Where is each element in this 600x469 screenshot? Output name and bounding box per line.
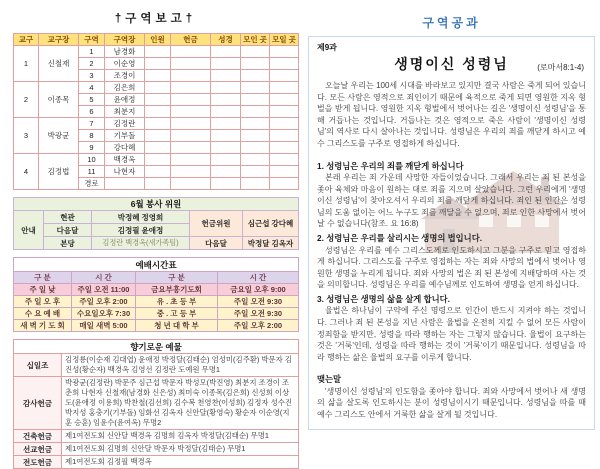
table-cell	[171, 166, 211, 178]
table-row	[14, 354, 299, 377]
table-cell	[145, 130, 171, 142]
table-cell: 예배시간표	[14, 258, 299, 272]
table-cell	[241, 130, 270, 142]
table-cell	[270, 142, 299, 154]
lesson-box	[308, 36, 595, 430]
table-cell	[171, 106, 211, 118]
table-cell: 박광균	[39, 118, 79, 154]
lesson-heading: 맺는말	[317, 374, 342, 385]
lesson-scripture-reference: (로마서8:1-4)	[537, 63, 584, 72]
table-cell: 새 벽 기 도 회	[14, 320, 72, 332]
table-cell	[171, 142, 211, 154]
table-row	[14, 284, 299, 296]
table-cell: 박광균(김정란) 박문주 심근섭 박문자 박성모(박진영) 최분지 조경이 조춘희 나현자 신철재(남경화 신은성) 최미숙 이종목(김은희) 신성희 이상도(윤애정 이용희) 박찬철(김선희) 김수복 천영찬(이성희) 김정자 성수진 박지성 홍충기(기부돌) 임화선 김옥자 신안달(황영숙) 황순자 이순영(지훈 승훈) 임윤수(윤여옥) 무명2	[62, 377, 299, 430]
table-cell: 건축헌금	[14, 430, 62, 443]
table-cell: 현관	[44, 211, 92, 224]
table-cell: 김정란 백경옥(새가족팀)	[92, 237, 190, 250]
table-row	[14, 258, 299, 272]
table-cell	[241, 118, 270, 130]
table-cell	[171, 58, 211, 70]
table-cell	[270, 118, 299, 130]
table-cell	[270, 178, 299, 190]
table-cell: 이종목	[39, 82, 79, 118]
table-row	[14, 34, 299, 46]
table-cell: 주일 오전 9:30	[218, 296, 299, 308]
table-cell	[211, 46, 241, 58]
lesson-content	[317, 42, 586, 421]
table-cell: 주일 오후 2:00	[218, 320, 299, 332]
table-cell	[270, 46, 299, 58]
table-row	[14, 154, 299, 166]
table-cell	[145, 46, 171, 58]
table-cell	[105, 178, 145, 190]
table-cell: 1	[14, 46, 39, 82]
table-cell: 헌금위원	[190, 211, 243, 237]
table-cell	[270, 166, 299, 178]
table-cell: 향기로운 예물	[14, 340, 299, 354]
lesson-paragraph: '생명이신 성령님'의 인도함을 좇아야 합니다. 죄와 사망에서 벗어나 새 생명의 삶을 살도록 인도하시는 분이 성령님이시기 때문입니다. 성령님을 따를 때 예수 그리스도 안에서 거룩한 삶을 살게 될 것입니다.	[317, 386, 586, 420]
table-row	[14, 118, 299, 130]
table-row	[14, 272, 299, 284]
table-cell	[241, 82, 270, 94]
table-cell: 전도헌금	[14, 456, 62, 469]
table-cell: 성경	[211, 34, 241, 46]
table-cell: 교구	[14, 34, 39, 46]
table-cell: 1	[79, 46, 105, 58]
table-cell: 제1여전도회 신안달 백경옥 김명희 김옥자 박정달(김태순) 무명1	[62, 430, 299, 443]
table-cell: 교구장	[39, 34, 79, 46]
table-cell: 인원	[145, 34, 171, 46]
table-cell	[270, 70, 299, 82]
table-cell	[270, 94, 299, 106]
table-cell: 주일 오후 2:00	[72, 296, 136, 308]
table-cell: 7	[79, 118, 105, 130]
table-row	[14, 198, 299, 211]
table-row	[14, 443, 299, 456]
table-cell: 매일 새벽 5:00	[72, 320, 136, 332]
table-cell: 6월 봉사 위원	[14, 198, 299, 211]
table-cell: 10	[79, 154, 105, 166]
offerings-table	[13, 339, 299, 469]
table-cell: 윤애정	[105, 94, 145, 106]
table-cell	[211, 58, 241, 70]
table-row	[14, 456, 299, 469]
table-cell: 유 . 초 등 부	[136, 296, 218, 308]
table-cell	[145, 154, 171, 166]
lesson-header	[317, 54, 586, 74]
table-cell	[145, 178, 171, 190]
table-cell: 박정달 김옥자	[243, 237, 299, 250]
table-cell: 김정룡(이순재 김대엽) 윤애정 박정달(김태순) 엄성미(김주환) 박문자 김진성(황순자) 백경옥 김영선 김정란 도예원 무명1	[62, 354, 299, 377]
table-cell	[241, 46, 270, 58]
table-cell	[270, 82, 299, 94]
table-cell: 금요부흥기도회	[136, 284, 218, 296]
table-cell	[211, 178, 241, 190]
table-cell	[145, 82, 171, 94]
table-cell	[145, 58, 171, 70]
district-report-title: †구역보고†	[114, 13, 197, 25]
table-cell: 백경옥	[105, 154, 145, 166]
table-cell	[211, 154, 241, 166]
table-cell: 김은희	[105, 82, 145, 94]
table-cell: 신철재	[39, 46, 79, 82]
table-cell	[171, 46, 211, 58]
table-cell: 3	[14, 118, 39, 154]
table-cell: 경로	[79, 178, 105, 190]
table-cell	[241, 166, 270, 178]
service-committee-table	[13, 197, 299, 250]
table-cell	[171, 118, 211, 130]
table-cell: 9	[79, 142, 105, 154]
lesson-section-title: 구역공과	[422, 16, 481, 30]
table-cell	[171, 178, 211, 190]
table-cell	[270, 130, 299, 142]
table-cell: 3	[79, 70, 105, 82]
table-cell	[241, 106, 270, 118]
table-cell	[211, 142, 241, 154]
table-cell: 감사헌금	[14, 377, 62, 430]
table-cell: 선교헌금	[14, 443, 62, 456]
table-cell	[145, 166, 171, 178]
table-cell: 4	[79, 82, 105, 94]
lesson-number: 제9과	[317, 43, 337, 52]
table-row	[14, 308, 299, 320]
table-cell: 수요일오후 7:30	[72, 308, 136, 320]
table-row	[14, 340, 299, 354]
table-row	[14, 320, 299, 332]
table-cell	[241, 142, 270, 154]
table-cell: 2	[79, 58, 105, 70]
table-row	[14, 46, 299, 58]
table-cell: 주 일 오 후	[14, 296, 72, 308]
left-column	[13, 6, 298, 469]
table-cell: 주일 오전 9:30	[218, 308, 299, 320]
table-row	[14, 296, 299, 308]
right-column	[308, 6, 595, 430]
table-cell: 김정란	[105, 118, 145, 130]
table-cell	[211, 130, 241, 142]
table-cell: 이순영	[105, 58, 145, 70]
table-cell	[241, 70, 270, 82]
table-row	[14, 237, 299, 250]
table-cell: 최분지	[105, 106, 145, 118]
table-cell: 제1여전도회 김정필 백경옥	[62, 456, 299, 469]
lesson-heading: 1. 성령님은 우리의 죄를 깨닫게 하십니다	[317, 160, 464, 171]
table-cell	[270, 58, 299, 70]
table-cell	[241, 178, 270, 190]
table-cell	[171, 70, 211, 82]
table-cell: 구역	[79, 34, 105, 46]
table-cell: 2	[14, 82, 39, 118]
table-cell: 4	[14, 154, 39, 190]
table-cell: 다음달	[44, 224, 92, 237]
table-cell: 제1여전도회 김명희 신안달 박문자 박정달(김태순) 무명1	[62, 443, 299, 456]
table-cell	[270, 106, 299, 118]
table-cell: 십일조	[14, 354, 62, 377]
lesson-heading: 2. 성령님은 우리를 살리시는 생명의 법입니다.	[317, 233, 483, 244]
table-cell: 김정필 윤애정	[92, 224, 190, 237]
worship-schedule-table	[13, 257, 299, 332]
table-cell: 다음달	[190, 237, 243, 250]
table-cell	[145, 106, 171, 118]
table-cell	[171, 94, 211, 106]
table-cell: 김정법	[39, 154, 79, 190]
table-cell: 청 년 대 학 부	[136, 320, 218, 332]
table-cell: 모일 곳	[270, 34, 299, 46]
table-cell: 구역장	[105, 34, 145, 46]
table-row	[14, 377, 299, 430]
table-cell: 기부돌	[105, 130, 145, 142]
table-cell: 강다혜	[105, 142, 145, 154]
table-row	[14, 430, 299, 443]
table-cell	[241, 154, 270, 166]
table-cell: 금요일 오후 9:00	[218, 284, 299, 296]
table-cell: 5	[79, 94, 105, 106]
table-cell	[211, 118, 241, 130]
table-cell: 남경화	[105, 46, 145, 58]
table-cell: 시 간	[218, 272, 299, 284]
table-cell	[145, 70, 171, 82]
table-cell	[211, 94, 241, 106]
table-row	[14, 211, 299, 224]
table-cell: 시 간	[72, 272, 136, 284]
table-cell	[145, 118, 171, 130]
district-report-table	[13, 33, 299, 190]
table-cell	[171, 130, 211, 142]
table-cell	[171, 82, 211, 94]
table-cell	[211, 70, 241, 82]
table-cell	[145, 94, 171, 106]
table-cell: 모인 곳	[241, 34, 270, 46]
table-cell: 박정혜 정영희	[92, 211, 190, 224]
table-cell: 주 일 낮	[14, 284, 72, 296]
table-cell: 수 요 예 배	[14, 308, 72, 320]
table-cell: 중 . 고 등 부	[136, 308, 218, 320]
table-cell	[211, 106, 241, 118]
lesson-paragraph: 본래 우리는 죄 가운데 사망한 자들이었습니다. 그래서 우리는 죄 된 본성을 좇아 육체와 마음이 원하는 대로 죄를 지으며 살았습니다. 그런 우리에게 '생명이신 성령님'이 찾아오셔서 우리의 죄를 깨닫게 하십니다. 죄인 된 인간은 성령님의 도움 없이는 어느 누구도 죄를 깨달을 수 없으며, 죄로 인한 사망에서 벗어날 수 없습니다(참조. 요 16:8)	[317, 173, 586, 229]
lesson-body	[317, 80, 586, 421]
table-cell: 구 분	[14, 272, 72, 284]
table-cell	[241, 58, 270, 70]
lesson-paragraph: 율법은 하나님이 구약에 주신 명령으로 인간이 반드시 지켜야 하는 것입니다. 그러나 죄 된 본성을 지닌 사람은 율법을 온전히 지킬 수 없어 모든 사람이 정죄함을 받지만, 성령을 따라 행하는 자는 그렇지 않습니다. 율법이 요구하는 것은 '거룩'인데, 성령을 따라 행하는 것이 '거룩'이기 때문입니다. 성령님을 따라 행하는 삶은 율법의 요구를 이루게 합니다.	[317, 306, 586, 362]
table-cell	[211, 82, 241, 94]
table-cell	[241, 94, 270, 106]
table-cell	[211, 166, 241, 178]
lesson-paragraph: 성령님은 우리를 예수 그리스도께로 인도하시고 그분을 구주로 믿고 영접하게 하십니다. 그리스도를 구주로 영접하는 자는 죄와 사망의 법에서 벗어나 영원한 생명을 누리게 됩니다. 죄와 사망의 법은 죄 된 본성에 지배당하며 사는 것을 의미합니다. 성령님은 우리를 예수님께로 인도하여 생명을 얻게 하십니다.	[317, 245, 586, 290]
table-cell	[145, 142, 171, 154]
lesson-title: 생명이신 성령님	[394, 56, 509, 72]
table-cell: 심근섭 강다혜	[243, 211, 299, 237]
table-cell: 6	[79, 106, 105, 118]
table-cell: 주일 오전 11:00	[72, 284, 136, 296]
table-row	[14, 82, 299, 94]
table-cell	[171, 154, 211, 166]
table-cell: 구 분	[136, 272, 218, 284]
table-cell: 조경이	[105, 70, 145, 82]
table-cell: 본당	[44, 237, 92, 250]
lesson-paragraph: 오늘날 우리는 100세 시대를 바라보고 있지만 결국 사람은 죽게 되어 있습니다. 모든 사람은 영적으로 죄인이기 때문에 육적으로 죽게 되면 영원한 지옥 형벌을 받게 됩니다. 영원한 지옥 형벌에서 벗어나는 길은 '생명이신 성령님'을 통해 거듭나는 것입니다. 거듭나는 것은 영적으로 죽은 사람이 '생명이신 성령님'의 역사로 다시 살아나는 것입니다. 성령님은 우리의 죄를 깨닫게 하시고 예수 그리스도를 구주로 영접하게 하십니다.	[317, 81, 586, 148]
table-cell: 11	[79, 166, 105, 178]
lesson-heading: 3. 성령님은 생명의 삶을 살게 합니다.	[317, 293, 450, 304]
table-cell: 8	[79, 130, 105, 142]
table-cell: 안내	[14, 211, 44, 250]
table-cell: 헌금	[171, 34, 211, 46]
table-cell: 나현자	[105, 166, 145, 178]
table-cell	[270, 154, 299, 166]
